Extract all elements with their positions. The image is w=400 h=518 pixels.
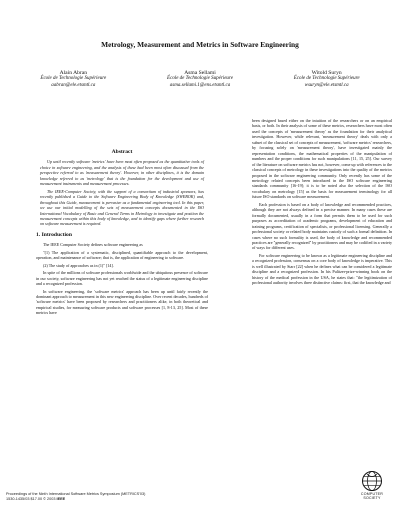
footer-copyright [6, 497, 145, 502]
author-affiliation: École de Technologie Supérieure [40, 76, 107, 82]
page-footer [6, 492, 145, 502]
author-email: asma.sellami.1@ens.etsmtl.ca [169, 82, 231, 88]
body-paragraph: For software engineering to be known as a legitimate engineering discipline and a recognized profession, consensus on a core body of knowledge is imperative. This is well illustrated by Starr [22] when he defines what can be considered a legitimate discipline and a recognized profession. In his Pulitzer-prize-winning book on the history of the medical profession in the USA, he states that: "the legitimization of professional authority involves three distinctive claims: first, that the knowledge and [252, 252, 392, 286]
abstract-paragraph: The IEEE-Computer Society, with the support of a consortium of industrial sponsors, has recently published a Guide to the Software Engineering Body of Knowledge (SWEBOK) and, throughout this Guide, measurement is pervasive as a fundamental engineering tool. In this paper, we use our initial modelling of the sets of measurement concepts documented in the ISO International Vocabulary of Basic and General Terms in Metrology to investigate and position the measurement concepts within this body of knowledge, and to identify gaps where further research on software measurement is required. [40, 188, 204, 227]
author-2 [140, 70, 260, 89]
body-paragraph: In spite of the millions of software professionals worldwide and the ubiquitous presence of software in our society, software engineering has not yet reached the status of a legitimate engineering discipline and a recognized profession. [36, 270, 208, 287]
abstract-heading: Abstract [111, 149, 133, 155]
abstract-paragraph: Up until recently software 'metrics' have been most often proposed as the quantitative tools of choice in software engineering, and the analysis of these had been most often discussed from the perspective referred to as 'measurement theory'. However, in other disciplines, it is the domain knowledge referred to as 'metrology' that is the foundation for the development and use of measurement instruments and measurement processes. [40, 159, 204, 187]
computer-society-logo [352, 470, 392, 500]
body-paragraph: In software engineering, the 'software metrics' approach has been up until fairly recently the dominant approach to measurement in this new engineering discipline. Over recent decades, hundreds of 'software metrics' have been proposed by researchers and practitioners alike, in both theoretical and empirical studies, for measuring software products and software processes [1, 8-13, 25]. Most of these metrics have [36, 288, 208, 316]
footer-ieee: IEEE [56, 496, 66, 501]
footer-issn: 1530-1435/03 $17.00 © 2003 [6, 496, 57, 501]
left-column [36, 150, 208, 318]
author-1 [13, 70, 133, 89]
body-paragraph: Each profession is based on a body of knowledge and recommended practices, although they are not always defined in a precise manner. In many cases these are formally documented, usually in a form that permits them to be used for such purposes as accreditation of academic programs, development of education and training programs, certification of specialists, or professional licensing. Generally a professional society or related body maintains custody of such a formal definition. In cases where no such formality is used, the body of knowledge and recommended practices are "generally recognized" by practitioners and may be codified in a variety of ways for different uses. [252, 201, 392, 251]
body-paragraph: been designed based either on the intuition of the researchers or on an empirical basis, or both. In their analysis of some of these metrics, researchers have most often used the concepts of 'measurement theory' as the foundation for their analytical investigation. However, while relevant, 'measurement theory' deals with only a subset of the classical set of concepts of measurement, 'software metrics' researchers, by focusing solely on 'measurement theory', have investigated mainly the representation conditions, the mathematical properties of the manipulation of numbers and the proper conditions for such manipulations [11, 15, 25]. Our survey of the literature on software metrics has not, however, come up with references to the classical concepts of metrology in these investigations into the quality of the metrics proposed in the software engineering community. Only recently has some of the metrology related concepts been introduced in the ISO software engineering standards community [16-19]; it is to be noted also the selection of the ISO vocabulary on metrology [15] as the basis for measurement terminology for all future ISO standards on software measurement. [252, 118, 392, 200]
footer-proceedings: Proceedings of the Ninth International Software Metrics Symposium (METRICS'03) [6, 492, 146, 496]
abstract [36, 159, 208, 226]
logo-text-line: SOCIETY [363, 496, 381, 501]
author-email: wsuryn@ele.etsmtl.ca [304, 82, 349, 88]
author-email: aabran@ele.etsmtl.ca [51, 82, 96, 88]
logo-text-line: COMPUTER [360, 492, 384, 496]
author-3 [267, 70, 387, 89]
right-column [252, 118, 392, 288]
body-paragraph: "(1) The application of a systematic, disciplined, quantifiable approach to the development, operation, and maintenance of software; that is, the application of engineering to software. [36, 249, 208, 261]
author-name: Witold Suryn [311, 70, 342, 76]
body-paragraph: (2) The study of approaches as in (1)" [14]. [43, 262, 114, 268]
author-affiliation: École de Technologie Supérieure [293, 76, 360, 82]
paper-title: Metrology, Measurement and Metrics in Software Engineering [101, 40, 299, 49]
author-name: Asma Sellami [184, 70, 216, 76]
section-heading: 1. Introduction [36, 231, 72, 238]
body-paragraph: The IEEE Computer Society defines software engineering as [43, 242, 143, 248]
author-affiliation: École de Technologie Supérieure [167, 76, 233, 82]
author-name: Alain Abran [59, 70, 88, 76]
author-block [10, 70, 390, 89]
globe-icon [361, 470, 383, 492]
